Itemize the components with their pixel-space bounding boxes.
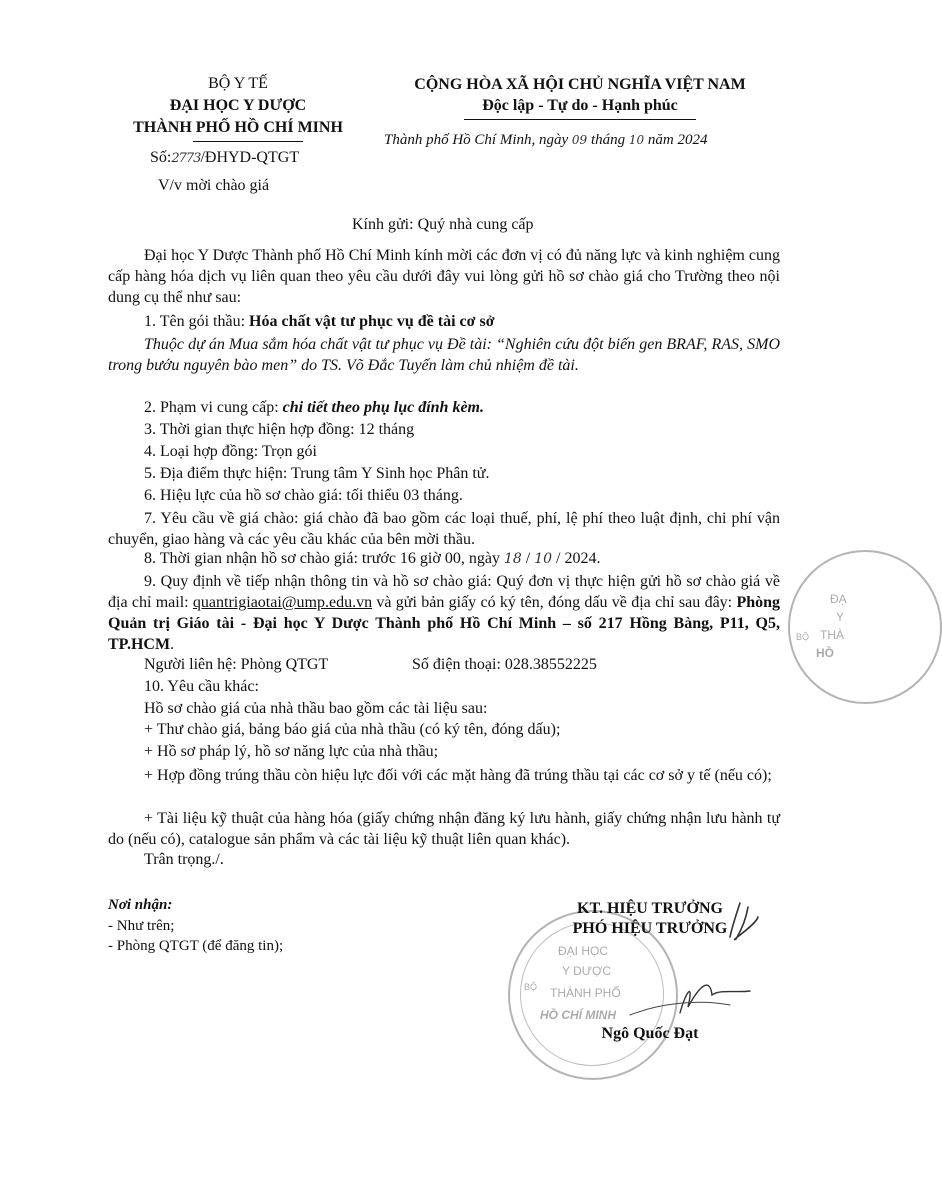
item-3: 3. Thời gian thực hiện hợp đồng: 12 tháng: [144, 421, 415, 438]
doc-number-prefix: Số:: [150, 149, 172, 166]
item-8-day: 18: [503, 551, 522, 567]
item-8-month: 10: [534, 551, 553, 567]
item-10-intro: Hồ sơ chào giá của nhà thầu bao gồm các tài liệu sau:: [144, 700, 488, 717]
header-right-divider: [464, 119, 696, 120]
item-8-separator: /: [521, 550, 535, 567]
contact-person: Người liên hệ: Phòng QTGT: [144, 656, 329, 673]
item-10-b: + Hồ sơ pháp lý, hồ sơ năng lực của nhà thầu;: [144, 743, 439, 760]
edge-seal-line2: Y: [836, 610, 845, 624]
seal-text-line1: ĐẠI HỌC: [558, 944, 609, 958]
item-5: 5. Địa điểm thực hiện: Trung tâm Y Sinh học Phân tử.: [144, 465, 490, 482]
item-1-value: Hóa chất vật tư phục vụ đề tài cơ sở: [249, 313, 495, 330]
country-name: CỘNG HÒA XÃ HỘI CHỦ NGHĨA VIỆT NAM: [414, 76, 746, 93]
doc-number-handwritten: 2773: [171, 151, 201, 166]
university-name-line2: THÀNH PHỐ HỒ CHÍ MINH: [133, 119, 343, 136]
closing: Trân trọng./.: [144, 851, 224, 868]
doc-number-suffix: /ĐHYD-QTGT: [200, 149, 300, 166]
recipient-2: - Phòng QTGT (để đăng tin);: [108, 938, 284, 954]
edge-seal-side: BỘ: [796, 632, 810, 642]
seal-text-side: BỘ: [524, 982, 538, 992]
seal-text-line4: HỒ CHÍ MINH: [540, 1008, 616, 1022]
document-subject: V/v mời chào giá: [158, 177, 270, 194]
item-9-text1: 9. Quy định về tiếp nhận thông tin và hồ sơ chào giá: Quý đơn vị thực hiện gửi hồ sơ chào giá về địa chỉ mail:: [108, 573, 780, 611]
edge-seal-line1: ĐẠ: [830, 592, 847, 606]
item-8-suffix: / 2024.: [552, 550, 601, 567]
header-left-divider: [193, 141, 303, 142]
item-10-a: + Thư chào giá, bảng báo giá của nhà thầu (có ký tên, đóng dấu);: [144, 721, 561, 738]
item-8-prefix: 8. Thời gian nhận hồ sơ chào giá: trước 16 giờ 00, ngày: [144, 550, 504, 567]
national-motto: Độc lập - Tự do - Hạnh phúc: [482, 97, 678, 114]
item-1-label: 1. Tên gói thầu:: [144, 313, 250, 330]
item-1: [144, 313, 495, 331]
signature-scribble-icon: [560, 895, 760, 1035]
university-name-line1: ĐẠI HỌC Y DƯỢC: [169, 97, 307, 114]
salutation: Kính gửi: Quý nhà cung cấp: [352, 216, 534, 233]
item-8: [144, 550, 601, 568]
item-2-label: 2. Phạm vi cung cấp:: [144, 399, 283, 416]
date-day: 09: [571, 133, 588, 147]
item-6: 6. Hiệu lực của hồ sơ chào giá: tối thiểu 03 tháng.: [144, 487, 463, 504]
edge-seal: [788, 550, 942, 704]
edge-seal-line3: THÀ: [820, 628, 844, 642]
item-4: 4. Loại hợp đồng: Trọn gói: [144, 443, 317, 460]
item-10-d: + Tài liệu kỹ thuật của hàng hóa (giấy chứng nhận đăng ký lưu hành, giấy chứng nhận lưu hành tự do (nếu có), catalogue sản phẩm và các tài liệu kỹ thuật liên quan khác).: [108, 810, 780, 848]
item-9-end: .: [170, 636, 175, 653]
date-prefix: Thành phố Hồ Chí Minh, ngày: [384, 132, 569, 148]
issue-date: [384, 132, 708, 149]
date-month-label: tháng: [590, 132, 626, 148]
signature-title-1: KT. HIỆU TRƯỞNG: [577, 900, 723, 917]
item-2-value: chi tiết theo phụ lục đính kèm.: [282, 399, 484, 416]
item-10: 10. Yêu cầu khác:: [144, 678, 259, 695]
ministry-name: BỘ Y TẾ: [208, 75, 268, 92]
edge-seal-line4: HỒ: [816, 646, 834, 660]
recipients-title: Nơi nhận:: [108, 897, 173, 913]
date-year: năm 2024: [647, 132, 708, 148]
item-9-email-link[interactable]: quantrigiaotai@ump.edu.vn: [192, 594, 373, 611]
recipient-1: - Như trên;: [108, 918, 175, 934]
date-month: 10: [628, 133, 645, 147]
intro-paragraph: Đại học Y Dược Thành phố Hồ Chí Minh kính mời các đơn vị có đủ năng lực và kinh nghiệm cung cấp hàng hóa dịch vụ liên quan theo yêu cầu dưới đây vui lòng gửi hồ sơ chào giá cho Trường theo nội dung cụ thể như sau:: [108, 247, 780, 306]
item-9-address: Phòng Quản trị Giáo tài - Đại học Y Dược Thành phố Hồ Chí Minh – số 217 Hồng Bàng, P11, Q5, TP.HCM: [108, 594, 781, 653]
contact-phone: Số điện thoại: 028.38552225: [412, 656, 597, 673]
item-1-note: Thuộc dự án Mua sắm hóa chất vật tư phục vụ Đề tài: “Nghiên cứu đột biến gen BRAF, RAS, SMO trong bướu nguyên bào men” do TS. Võ Đắc Tuyến làm chủ nhiệm đề tài.: [108, 336, 780, 374]
item-9-text2: và gửi bản giấy có ký tên, đóng dấu về địa chỉ sau đây:: [372, 594, 737, 611]
item-9: [108, 571, 780, 655]
signatory-name: Ngô Quốc Đạt: [601, 1025, 699, 1042]
signature-title-2: PHÓ HIỆU TRƯỞNG: [572, 920, 728, 937]
item-10-c: + Hợp đồng trúng thầu còn hiệu lực đối với các mặt hàng đã trúng thầu tại các cơ sở y tế (nếu có);: [144, 767, 772, 784]
item-7: 7. Yêu cầu về giá chào: giá chào đã bao gồm các loại thuế, phí, lệ phí theo luật định, chi phí vận chuyển, giao hàng và các yêu cầu khác của bên mời thầu.: [108, 510, 780, 548]
seal-text-line2: Y DƯỢC: [562, 964, 611, 978]
document-number: [150, 149, 299, 167]
item-2: [144, 399, 484, 417]
seal-text-line3: THÀNH PHỐ: [550, 986, 621, 1000]
